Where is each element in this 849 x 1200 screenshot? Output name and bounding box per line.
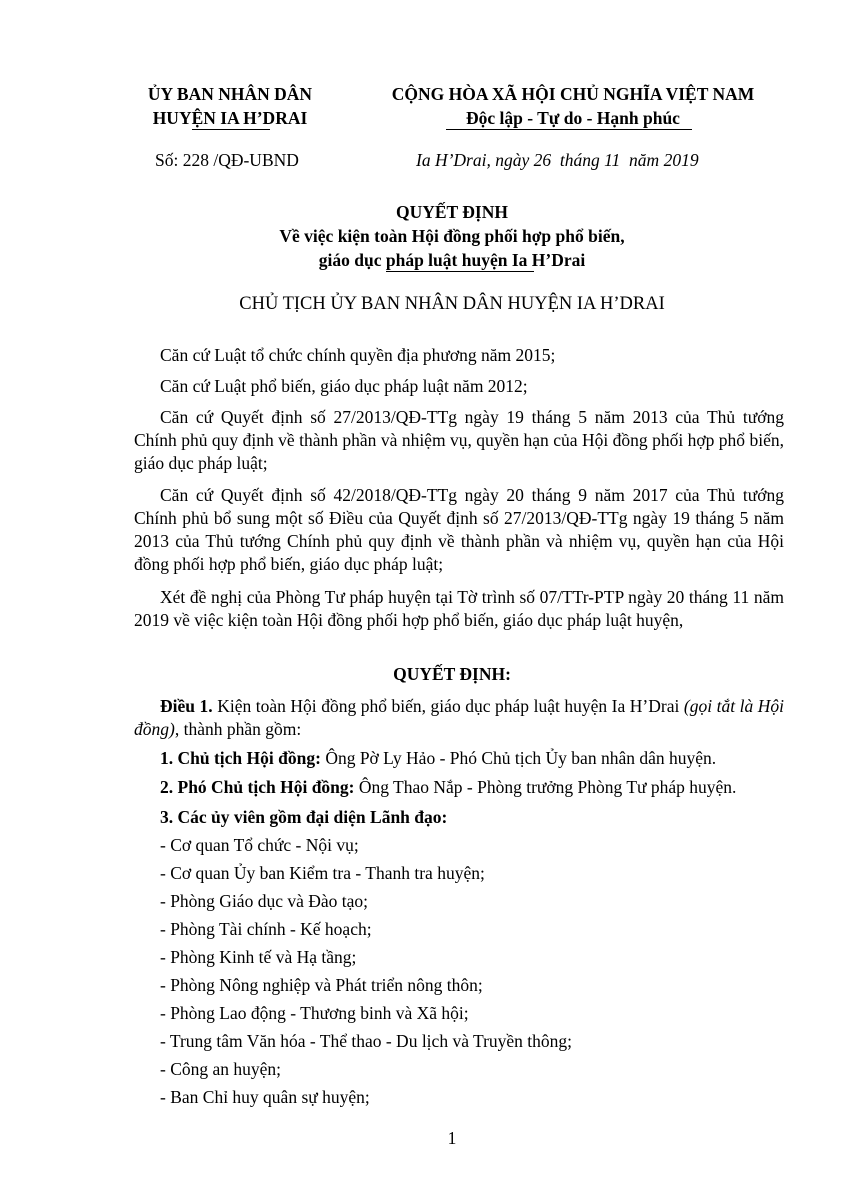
title-sub-2: giáo dục pháp luật huyện Ia H’Drai <box>318 250 586 270</box>
title-main: QUYẾT ĐỊNH <box>396 202 508 222</box>
issuing-authority: CHỦ TỊCH ỦY BAN NHÂN DÂN HUYỆN IA H’DRAI <box>239 294 665 314</box>
title-sub-1: Về việc kiện toàn Hội đồng phối hợp phổ biến, <box>279 226 625 246</box>
member-list-item: - Trung tâm Văn hóa - Thể thao - Du lịch và Truyền thông; <box>160 1031 573 1051</box>
document-date: Ia H’Drai, ngày 26 tháng 11 năm 2019 <box>416 150 699 170</box>
member-item-1-label: 1. Chủ tịch Hội đồng: <box>160 748 321 768</box>
agency-line-2: HUYỆN IA H’DRAI <box>152 108 308 128</box>
page-number: 1 <box>447 1128 457 1148</box>
member-item-1 <box>160 747 784 770</box>
agency-line-1: ỦY BAN NHÂN DÂN <box>147 84 313 104</box>
member-item-2 <box>160 776 784 799</box>
member-list-item: - Phòng Giáo dục và Đào tạo; <box>160 891 369 911</box>
article-1-label: Điều 1. <box>160 696 213 716</box>
member-list-item: - Phòng Tài chính - Kế hoạch; <box>160 919 372 939</box>
decision-title <box>110 200 794 272</box>
title-underline <box>386 271 534 272</box>
article-1-text: Kiện toàn Hội đồng phổ biến, giáo dục pháp luật huyện Ia H’Drai <box>212 696 684 716</box>
member-item-2-text: Ông Thao Nắp - Phòng trưởng Phòng Tư pháp huyện. <box>354 777 737 797</box>
country-name: CỘNG HÒA XÃ HỘI CHỦ NGHĨA VIỆT NAM <box>391 84 755 104</box>
decision-heading: QUYẾT ĐỊNH: <box>393 664 511 684</box>
article-1 <box>134 695 784 741</box>
article-1-tail: , thành phần gồm: <box>174 719 302 739</box>
national-motto <box>352 82 794 130</box>
preamble-3: Căn cứ Quyết định số 27/2013/QĐ-TTg ngày 19 tháng 5 năm 2013 của Thủ tướng Chính phủ quy định về thành phần và nhiệm vụ, quyền hạn của Hội đồng phối hợp phổ biến, giáo dục pháp luật; <box>134 407 784 473</box>
member-list-item: - Ban Chỉ huy quân sự huyện; <box>160 1087 370 1107</box>
agency-name <box>110 82 350 130</box>
document-number: Số: 228 /QĐ-UBND <box>155 150 299 170</box>
preamble-5: Xét đề nghị của Phòng Tư pháp huyện tại Tờ trình số 07/TTr-PTP ngày 20 tháng 11 năm 2019 về việc kiện toàn Hội đồng phối hợp phổ biến, giáo dục pháp luật huyện, <box>134 587 784 630</box>
member-list-item: - Phòng Nông nghiệp và Phát triển nông thôn; <box>160 975 483 995</box>
member-item-3: 3. Các ủy viên gồm đại diện Lãnh đạo: <box>160 807 448 827</box>
preamble-1: Căn cứ Luật tổ chức chính quyền địa phương năm 2015; <box>160 345 556 365</box>
motto: Độc lập - Tự do - Hạnh phúc <box>466 108 680 128</box>
member-list-item: - Cơ quan Ủy ban Kiểm tra - Thanh tra huyện; <box>160 863 485 883</box>
member-list-item: - Công an huyện; <box>160 1059 282 1079</box>
member-item-1-text: Ông Pờ Ly Hảo - Phó Chủ tịch Ủy ban nhân dân huyện. <box>320 748 717 768</box>
motto-underline <box>446 129 692 130</box>
preamble-4: Căn cứ Quyết định số 42/2018/QĐ-TTg ngày 20 tháng 9 năm 2017 của Thủ tướng Chính phủ bổ sung một số Điều của Quyết định số 27/2013/QĐ-TTg ngày 19 tháng 5 năm 2013 của Thủ tướng Chính phủ quy định về thành phần và nhiệm vụ, quyền hạn của Hội đồng phối hợp phổ biến, giáo dục pháp luật; <box>134 485 784 574</box>
member-item-2-label: 2. Phó Chủ tịch Hội đồng: <box>160 777 355 797</box>
preamble-2: Căn cứ Luật phổ biến, giáo dục pháp luật năm 2012; <box>160 376 528 396</box>
member-list-item: - Phòng Lao động - Thương binh và Xã hội; <box>160 1003 469 1023</box>
article-1-italic: (gọi tắt là Hội đồng) <box>134 696 785 739</box>
member-list-item: - Cơ quan Tổ chức - Nội vụ; <box>160 835 359 855</box>
member-list-item: - Phòng Kinh tế và Hạ tầng; <box>160 947 357 967</box>
agency-underline <box>192 129 270 130</box>
